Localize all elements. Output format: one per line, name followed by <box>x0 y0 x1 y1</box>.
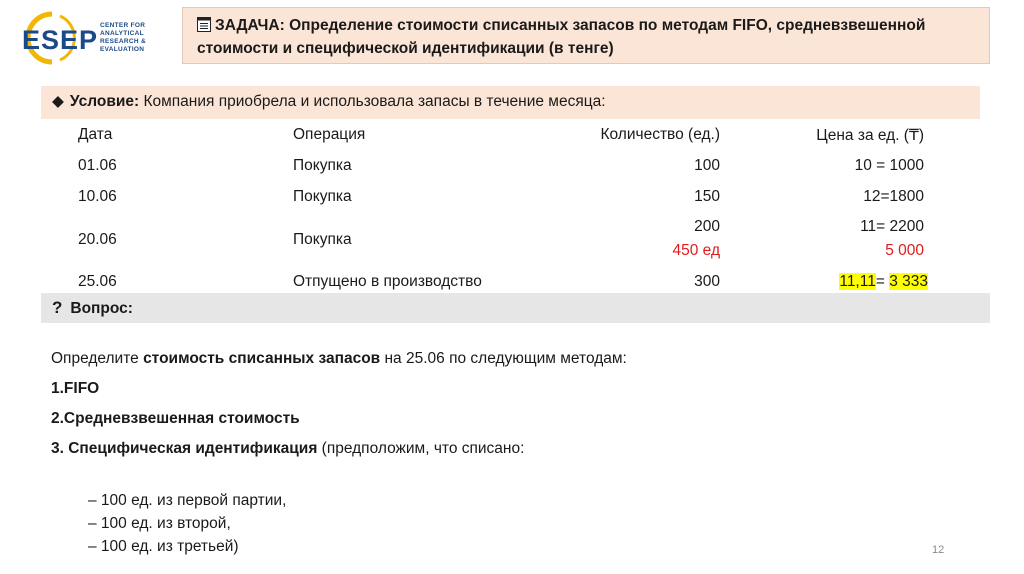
diamond-bullet-icon: ◆ <box>52 93 64 110</box>
row-price: 11= 2200 <box>860 218 924 235</box>
row-date: 10.06 <box>78 188 117 205</box>
quantity-total: 450 ед <box>672 242 720 259</box>
notepad-icon <box>197 17 211 32</box>
row-price <box>724 273 928 291</box>
logo-tagline-line: EVALUATION <box>100 46 145 53</box>
row-date: 25.06 <box>78 273 117 290</box>
sub-item: – 100 ед. из первой партии, <box>88 492 287 509</box>
method-weighted-average: 2.Средневзвешенная стоимость <box>51 410 300 427</box>
row-price: 10 = 1000 <box>854 157 924 174</box>
question-bar <box>41 293 990 323</box>
logo-brand: ESEP <box>22 25 99 55</box>
intro-text: Определите <box>51 350 144 367</box>
row-date: 20.06 <box>78 231 117 248</box>
row-price: 12=1800 <box>863 188 924 205</box>
banner-line-1 <box>197 14 979 37</box>
row-operation: Покупка <box>293 157 352 174</box>
question-label: Вопрос: <box>70 300 133 317</box>
method-fifo: 1.FIFO <box>51 380 100 397</box>
sub-item: – 100 ед. из третьей) <box>88 538 239 555</box>
price-total: 5 000 <box>885 242 924 259</box>
logo-tagline-line: ANALYTICAL <box>100 30 144 37</box>
condition-label: Условие: <box>69 93 140 110</box>
page-number: 12 <box>932 544 945 556</box>
banner-title-line2: стоимости и специфической идентификации (в тенге) <box>197 40 614 57</box>
method-specific-identification <box>51 440 524 458</box>
banner-title-line1: ЗАДАЧА: Определение стоимости списанных запасов по методам FIFO, средневзвешенной <box>215 17 926 34</box>
logo-tagline-line: CENTER FOR <box>100 22 146 29</box>
issued-cost-highlight: 3 333 <box>889 273 928 290</box>
esep-logo <box>10 8 170 66</box>
row-quantity: 200 <box>694 218 720 235</box>
header-operation: Операция <box>293 126 366 143</box>
task-intro <box>51 350 627 368</box>
intro-bold: стоимость списанных запасов <box>143 350 381 367</box>
header-price: Цена за ед. (₸) <box>816 127 924 144</box>
row-quantity: 150 <box>694 188 720 205</box>
logo-tagline <box>100 22 146 54</box>
average-price-highlight: 11,11 <box>839 273 876 290</box>
logo-tagline-line: RESEARCH & <box>100 38 146 45</box>
row-operation: Отпущено в производство <box>293 273 482 290</box>
header-quantity: Количество (ед.) <box>600 126 720 143</box>
row-date: 01.06 <box>78 157 117 174</box>
row-quantity: 300 <box>694 273 720 290</box>
question-mark-icon: ? <box>52 298 63 317</box>
intro-text-end: на 25.06 по следующим методам: <box>380 350 627 367</box>
condition-text: Компания приобрела и использовала запасы в течение месяца: <box>139 93 606 110</box>
row-quantity: 100 <box>694 157 720 174</box>
header-date: Дата <box>78 126 113 143</box>
row-operation: Покупка <box>293 188 352 205</box>
row-operation: Покупка <box>293 231 352 248</box>
sub-item: – 100 ед. из второй, <box>88 515 231 532</box>
method-3-note: (предположим, что списано: <box>317 440 525 457</box>
price-equals: = <box>875 273 890 290</box>
task-banner <box>182 7 990 64</box>
condition-bar <box>41 86 980 119</box>
method-3-title: 3. Специфическая идентификация <box>51 440 318 457</box>
